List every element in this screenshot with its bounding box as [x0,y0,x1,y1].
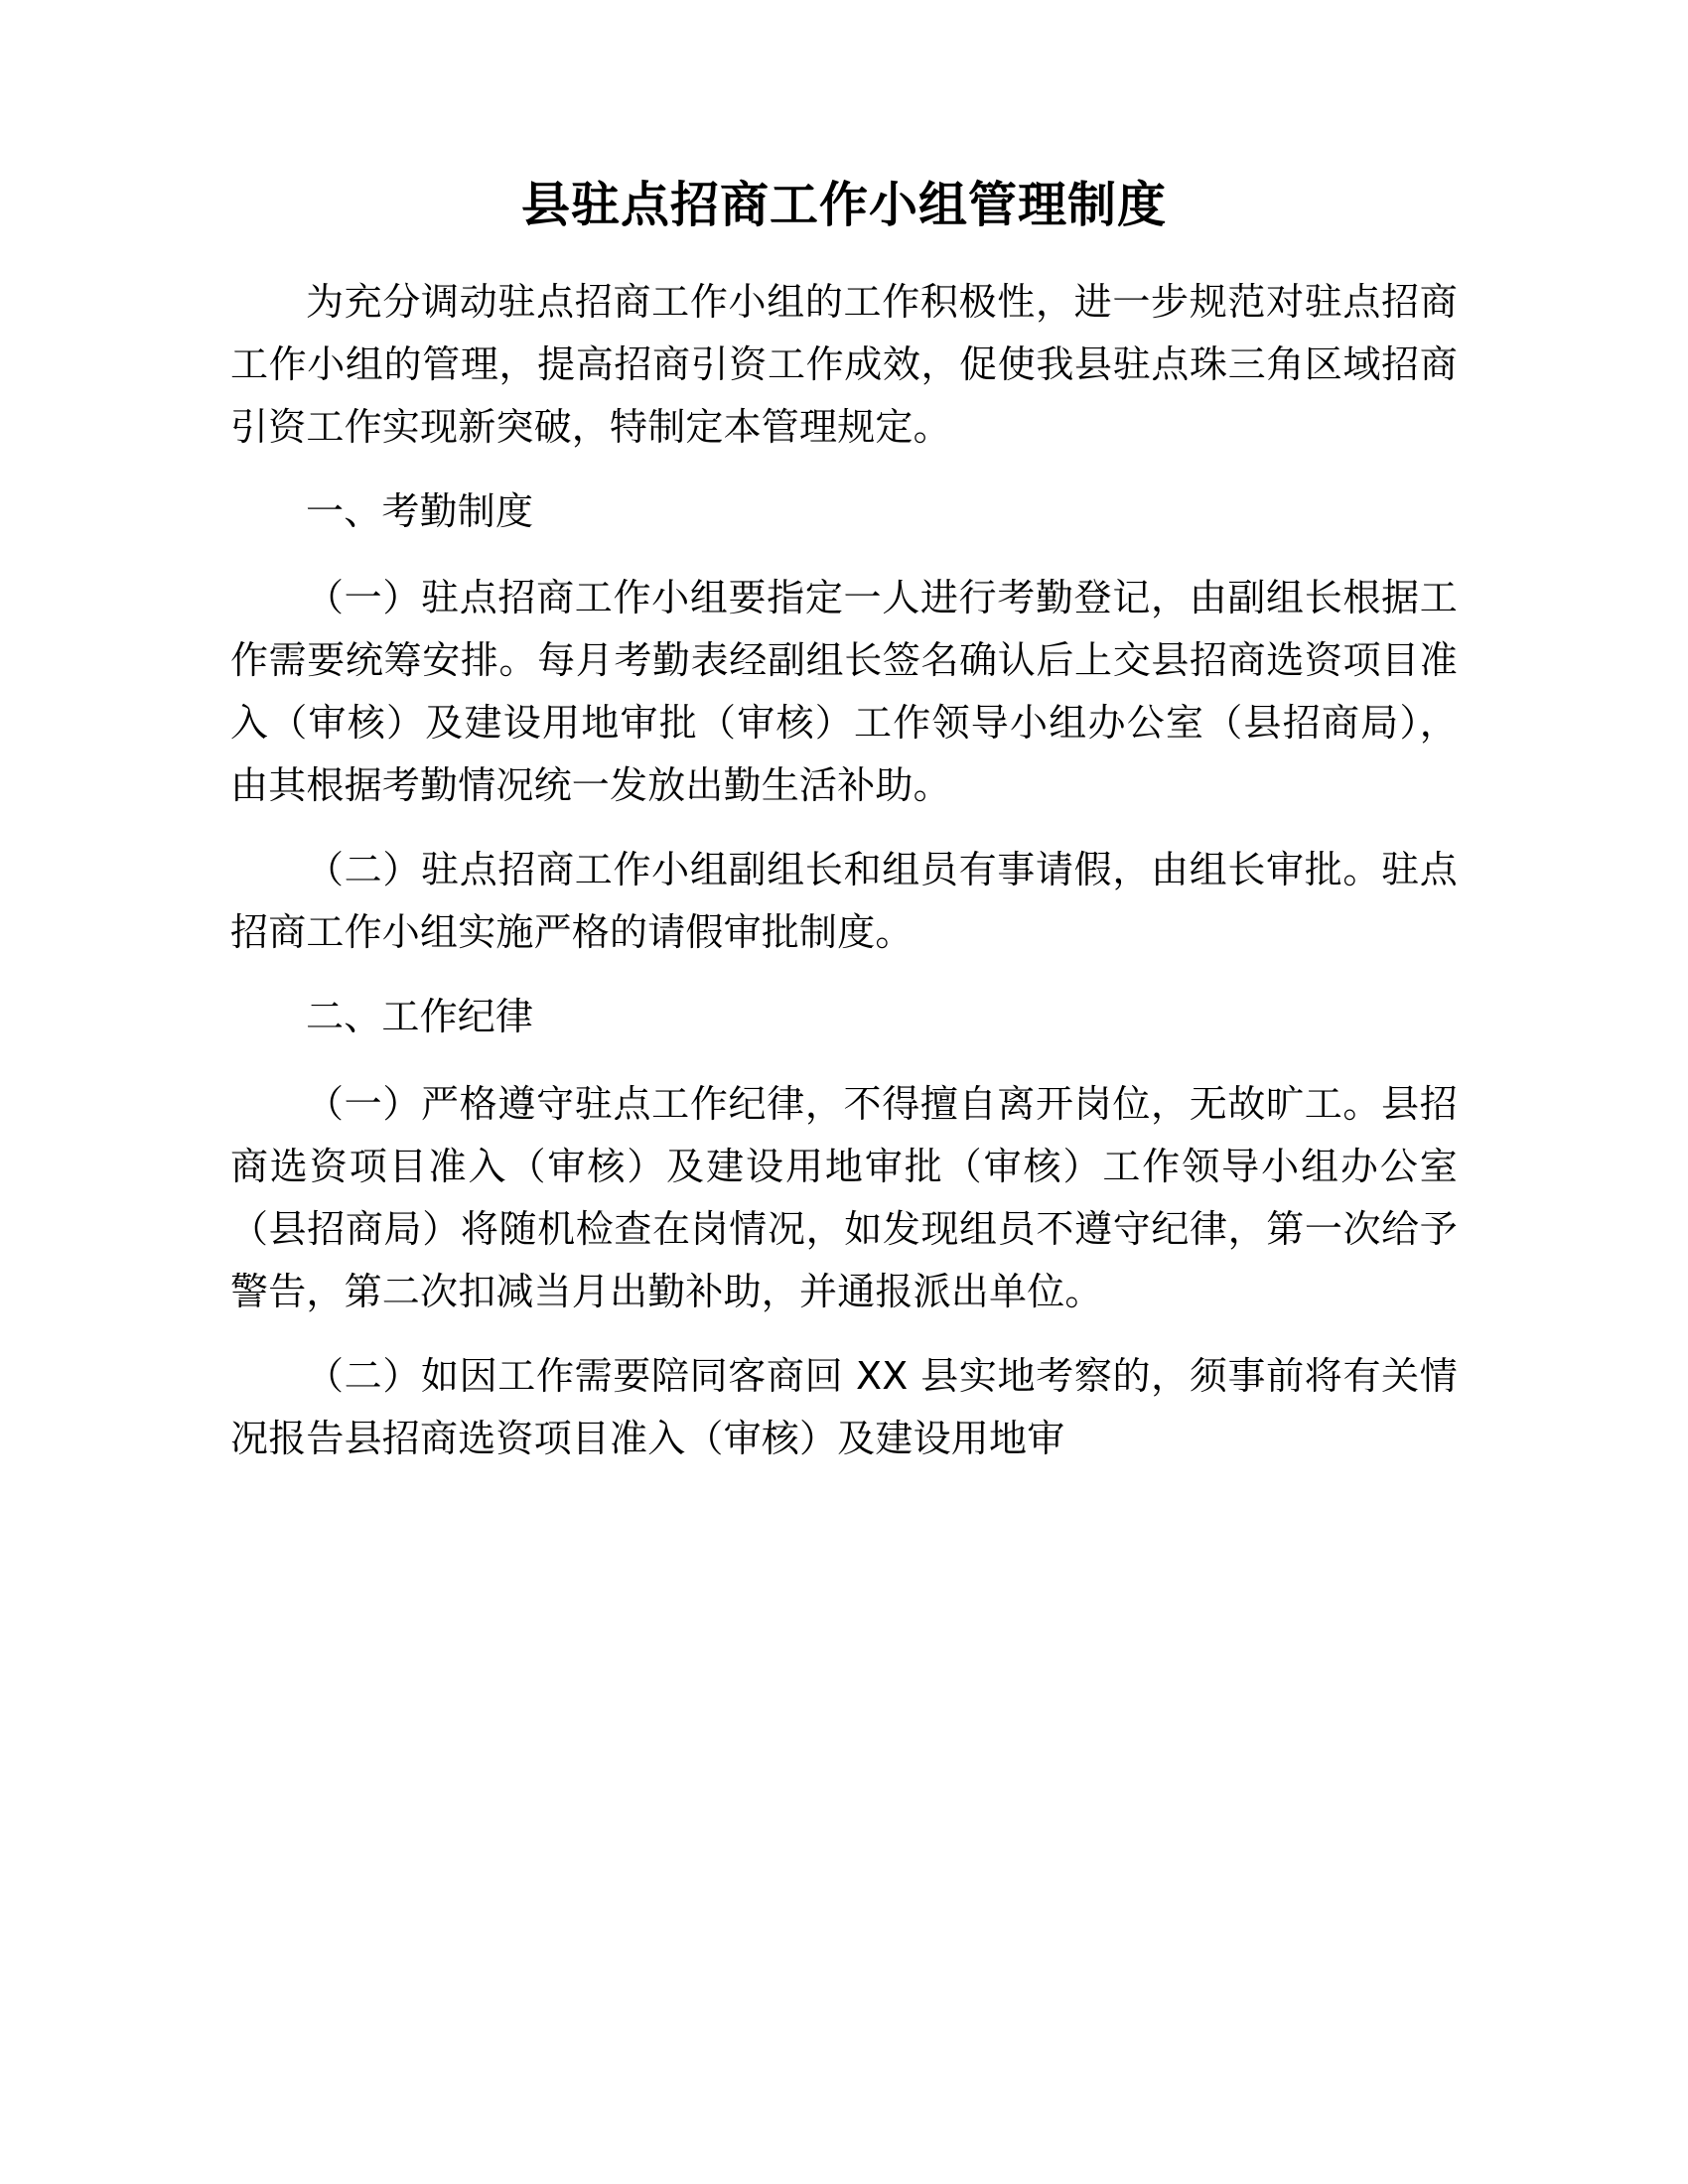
paragraph-attendance-item-1: （一）驻点招商工作小组要指定一人进行考勤登记，由副组长根据工作需要统筹安排。每月考勤表经副组长签名确认后上交县招商选资项目准入（审核）及建设用地审批（审核）工作领导小组办公室（县招商局），由其根据考勤情况统一发放出勤生活补助。 [230,576,1458,808]
paragraph-attendance-item-2: （二）驻点招商工作小组副组长和组员有事请假，由组长审批。驻点招商工作小组实施严格的请假审批制度。 [230,848,1458,955]
paragraph-preamble: 为充分调动驻点招商工作小组的工作积极性，进一步规范对驻点招商工作小组的管理，提高招商引资工作成效，促使我县驻点珠三角区域招商引资工作实现新突破，特制定本管理规定。 [230,279,1458,449]
section-heading-attendance: 一、考勤制度 [306,488,534,533]
paragraph-discipline-item-2: （二）如因工作需要陪同客商回 XX 县实地考察的，须事前将有关情况报告县招商选资项目准入（审核）及建设用地审 [230,1353,1458,1460]
page-title: 县驻点招商工作小组管理制度 [520,177,1167,233]
paragraph-discipline-item-1: （一）严格遵守驻点工作纪律，不得擅自离开岗位，无故旷工。县招商选资项目准入（审核）及建设用地审批（审核）工作领导小组办公室（县招商局）将随机检查在岗情况，如发现组员不遵守纪律，第一次给予警告，第二次扣减当月出勤补助，并通报派出单位。 [230,1081,1458,1313]
section-heading-work-discipline: 二、工作纪律 [306,995,534,1039]
